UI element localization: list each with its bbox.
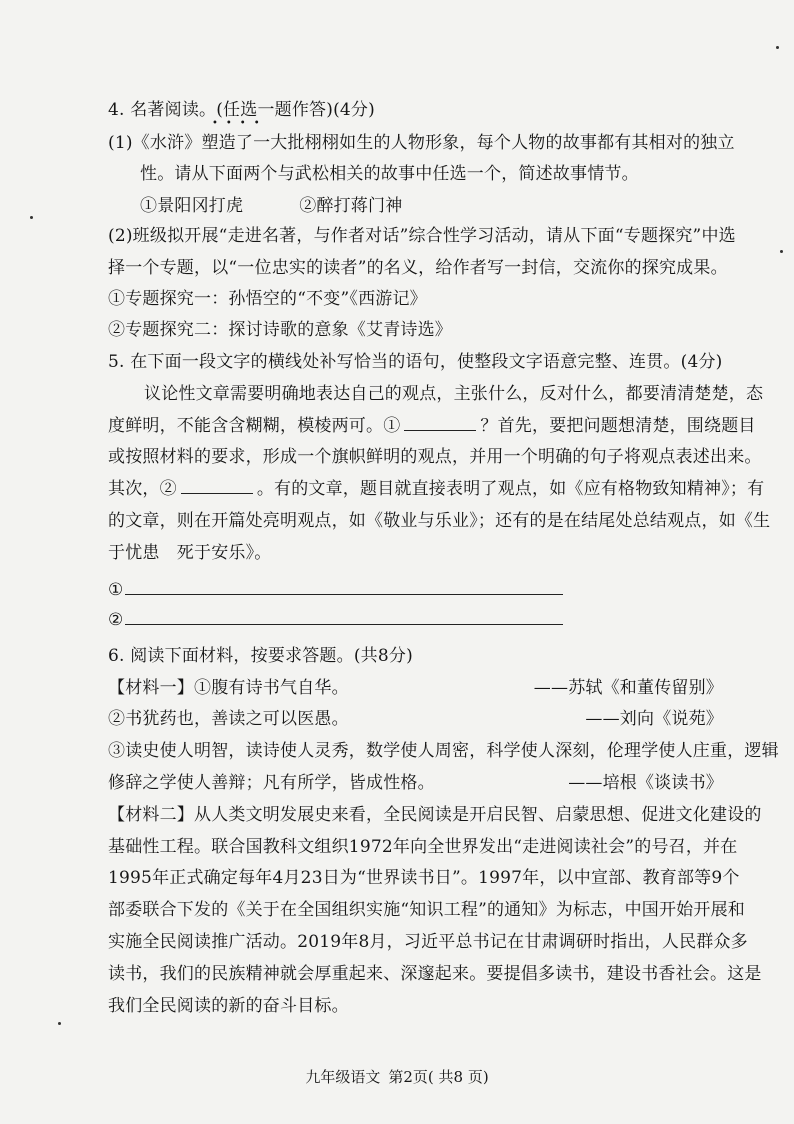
q6-material1-quote3-line2: 修辞之学使人善辩；凡有所学，皆成性格。: [108, 773, 435, 793]
answer-rule-1: [125, 579, 563, 595]
q5-line4-end: 。有的文章，题目就直接表明了观点，如《应有格物致知精神》；有: [256, 479, 765, 499]
q4-part1-line2: 性。请从下面两个与武松相关的故事中任选一个，简述故事情节。: [140, 164, 639, 184]
q4-part1-line1: (1)《水浒》塑造了一大批栩栩如生的人物形象，每个人物的故事都有其相对的独立: [108, 133, 735, 153]
q5-blank-2[interactable]: [181, 479, 253, 494]
page-footer: [0, 1068, 794, 1086]
q5-line3: 或按照材料的要求，形成一个旗帜鲜明的观点，并用一个明确的句子将观点表述出来。: [108, 447, 762, 467]
q5-line2-start: 度鲜明，不能含含糊糊，模棱两可。①: [108, 416, 401, 436]
q6-material1-source1: ——苏轼《和董传留别》: [533, 678, 723, 698]
answer-number-1: ①: [108, 580, 124, 600]
q5-title: 5. 在下面一段文字的横线处补写恰当的语句，使整段文字语意完整、连贯。(4分): [108, 352, 723, 372]
q5-answer-line-2[interactable]: [108, 609, 563, 630]
scan-speck: [58, 1022, 61, 1025]
q5-line6: 于忧患 死于安乐》。: [108, 543, 272, 563]
emphasis-dots: ••••: [212, 118, 268, 129]
q4-options: [140, 196, 755, 216]
scan-speck: [780, 250, 783, 253]
footer-subject: 九年级语文: [305, 1068, 381, 1086]
q4-part2-line2: 择一个专题，以“一位忠实的读者”的名义，给作者写一封信，交流你的探究成果。: [108, 258, 728, 278]
scan-speck: [776, 46, 779, 49]
q6-material1-source2: ——刘向《说苑》: [585, 709, 723, 729]
q5-line4: [108, 479, 765, 499]
answer-number-2: ②: [108, 610, 124, 630]
q5-line5: 的文章，则在开篇处亮明观点，如《敬业与乐业》；还有的是在结尾处总结观点，如《生: [108, 511, 771, 531]
q6-material2-line1: 【材料二】从人类文明发展史来看，全民阅读是开启民智、启蒙思想、促进文化建设的: [108, 805, 762, 825]
q5-line1: 议论性文章需要明确地表达自己的观点，主张什么，反对什么，都要清清楚楚，态: [144, 384, 764, 404]
q6-material2-line6: 读书，我们的民族精神就会厚重起来、深邃起来。要提倡多读书，建设书香社会。这是: [108, 964, 762, 984]
q6-material1-quote2: ②书犹药也，善读之可以医愚。: [108, 709, 349, 729]
q5-blank-1[interactable]: [404, 416, 476, 431]
q4-topic-1: ①专题探究一：孙悟空的“不变”《西游记》: [108, 289, 427, 309]
q5-answer-line-1[interactable]: [108, 579, 563, 600]
q6-material2-line3: 1995年正式确定每年4月23日为“世界读书日”。1997年，以中宣部、教育部等9个: [108, 868, 740, 888]
answer-rule-2: [125, 609, 563, 625]
q6-material2-line4: 部委联合下发的《关于在全国组织实施“知识工程”的通知》为标志，中国开始开展和: [108, 900, 745, 920]
q6-material2-line7: 我们全民阅读的新的奋斗目标。: [108, 996, 349, 1016]
q5-line4-start: 其次，②: [108, 479, 177, 499]
q6-title: 6. 阅读下面材料，按要求答题。(共8分): [108, 646, 413, 666]
q4-option-1: ①景阳冈打虎: [140, 196, 244, 216]
q5-line2: [108, 416, 756, 436]
scan-speck: [30, 216, 33, 219]
q6-material1-quote1: 【材料一】①腹有诗书气自华。: [108, 678, 349, 698]
q5-line2-end: ？首先，要把问题想清楚，围绕题目: [480, 416, 756, 436]
q4-part2-line1: (2)班级拟开展“走进名著，与作者对话”综合性学习活动，请从下面“专题探究”中选: [108, 226, 736, 246]
q6-material2-line5: 实施全民阅读推广活动。2019年8月，习近平总书记在甘肃调研时指出，人民群众多: [108, 932, 748, 952]
q4-topic-2: ②专题探究二：探讨诗歌的意象《艾青诗选》: [108, 320, 452, 340]
footer-page-number: 第2页( 共8 页): [388, 1068, 489, 1086]
q6-material1-quote3-line1: ③读史使人明智，读诗使人灵秀，数学使人周密，科学使人深刻，伦理学使人庄重，逻辑: [108, 741, 779, 761]
q6-material2-line2: 基础性工程。联合国教科文组织1972年向全世界发出“走进阅读社会”的号召，并在: [108, 837, 738, 857]
q4-title: 4. 名著阅读。(任选一题作答)(4分): [108, 100, 375, 120]
q6-material1-source3: ——培根《谈读书》: [568, 773, 723, 793]
q4-option-2: ②醉打蒋门神: [299, 196, 403, 216]
